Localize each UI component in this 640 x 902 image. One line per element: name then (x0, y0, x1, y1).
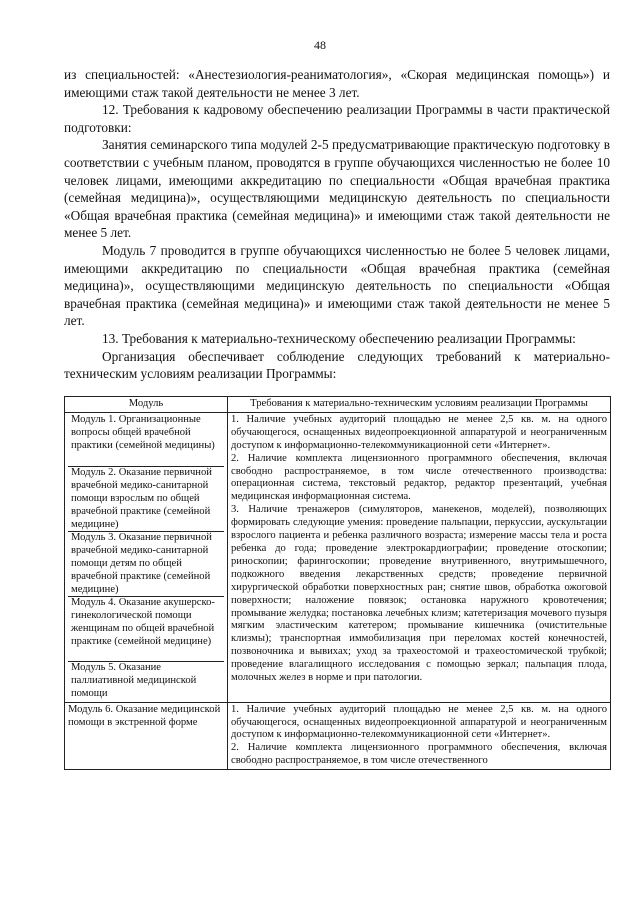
module-6: Модуль 6. Оказание медицинской помощи в экстренной форме (65, 702, 228, 770)
header-requirements: Требования к материально-техническим условиям реализации Программы (228, 397, 611, 413)
requirement-item: 3. Наличие тренажеров (симуляторов, манекенов, моделей), позволяющих формировать следующие умения: проведение пальпации, перкуссии, аускультации взрослого пациента и ребенка различного возраста; измерение массы тела и роста ребенка до года; проведение электрокардиографии; проведение отоскопии; риноскопии; фарингоскопии; проведение внутривенного, внутримышечного, подкожного введения лекарственных средств; проведение первичной хирургической обработки поверхностных ран; снятие швов, обработка ожоговой поверхности; наложение повязок; остановка наружного кровотечения; промывание желудка; постановка лечебных клизм; катетеризация мочевого пузыря мягким эластическим катетером; промывание кишечника (очистительные клизмы); транспортная иммобилизация при переломах костей конечностей, позвоночника и вывихах; уход за трахеостомой и трахеостомической трубкой; проведение влагалищного исследования с помощью зеркал; пальпация плода, молочных желез в норме и при патологии. (231, 504, 607, 684)
section-12-heading: 12. Требования к кадровому обеспечению реализации Программы в части практической подготовки: (64, 102, 610, 135)
requirement-item: 2. Наличие комплекта лицензионного программного обеспечения, включая свободно распространяемое, в том числе отечественного производства: операционная система, текстовый редактор, редактор презентаций, учебная медицинская информационная система. (231, 452, 607, 503)
requirement-item: 1. Наличие учебных аудиторий площадью не менее 2,5 кв. м. на одного обучающегося, оснащенных видеопроекционной аппаратурой и неограниченным доступом к информационно-телекоммуникационной сети «Интернет». (231, 413, 607, 451)
table-header-row (65, 397, 611, 413)
table-row (65, 412, 611, 702)
requirements-cell (228, 412, 611, 702)
header-module: Модуль (65, 397, 228, 413)
body-text (64, 66, 610, 383)
module-4: Модуль 4. Оказание акушерско-гинекологической помощи женщинам по общей врачебной практике (семейной медицине) (68, 597, 224, 662)
paragraph-continuation: из специальностей: «Анестезиология-реаниматология», «Скорая медицинская помощь») и имеющими стаж такой деятельности не менее 3 лет. (64, 67, 610, 100)
section-13-heading: 13. Требования к материально-техническому обеспечению реализации Программы: (102, 330, 576, 346)
requirements-table (64, 396, 611, 770)
module-5: Модуль 5. Оказание паллиативной медицинской помощи (71, 661, 197, 699)
paragraph-module-7: Модуль 7 проводится в группе обучающихся численностью не более 5 человек лицами, имеющими аккредитацию по специальности «Общая врачебная практика (семейная медицина)», осуществляющими медицинскую деятельность по специальности «Общая врачебная практика (семейная медицина)» и имеющими стаж такой деятельности не менее 5 лет. (64, 242, 610, 329)
module-3: Модуль 3. Оказание первичной врачебной медико-санитарной помощи детям по общей врачебной практике (семейной медицине) (68, 532, 224, 597)
requirements-cell (228, 702, 611, 770)
module-2: Модуль 2. Оказание первичной врачебной медико-санитарной помощи взрослым по общей врачебной практике (семейной медицине) (68, 467, 224, 532)
module-1: Модуль 1. Организационные вопросы общей врачебной практики (семейной медицины) (68, 414, 224, 467)
modules-cell (65, 412, 228, 702)
requirement-item: 2. Наличие комплекта лицензионного программного обеспечения, включая свободно распространяемое, в том числе отечественного (231, 742, 607, 767)
page-number: 48 (314, 38, 326, 52)
requirement-item: 1. Наличие учебных аудиторий площадью не менее 2,5 кв. м. на одного обучающегося, оснащенных видеопроекционной аппаратурой и неограниченным доступом к информационно-телекоммуникационной сети «Интернет». (231, 703, 607, 741)
table-row (65, 702, 611, 770)
paragraph-organization: Организация обеспечивает соблюдение следующих требований к материально-техническим условиям реализации Программы: (64, 348, 610, 382)
paragraph-seminar-classes: Занятия семинарского типа модулей 2-5 предусматривающие практическую подготовку в соответствии с учебным планом, проводятся в группе обучающихся численностью не более 10 человек лицами, имеющими аккредитацию по специальности «Общая врачебная практика (семейная медицина)», осуществляющими медицинскую деятельность по специальности «Общая врачебная практика (семейная медицина)» и имеющими стаж такой деятельности не менее 5 лет. (64, 137, 610, 241)
